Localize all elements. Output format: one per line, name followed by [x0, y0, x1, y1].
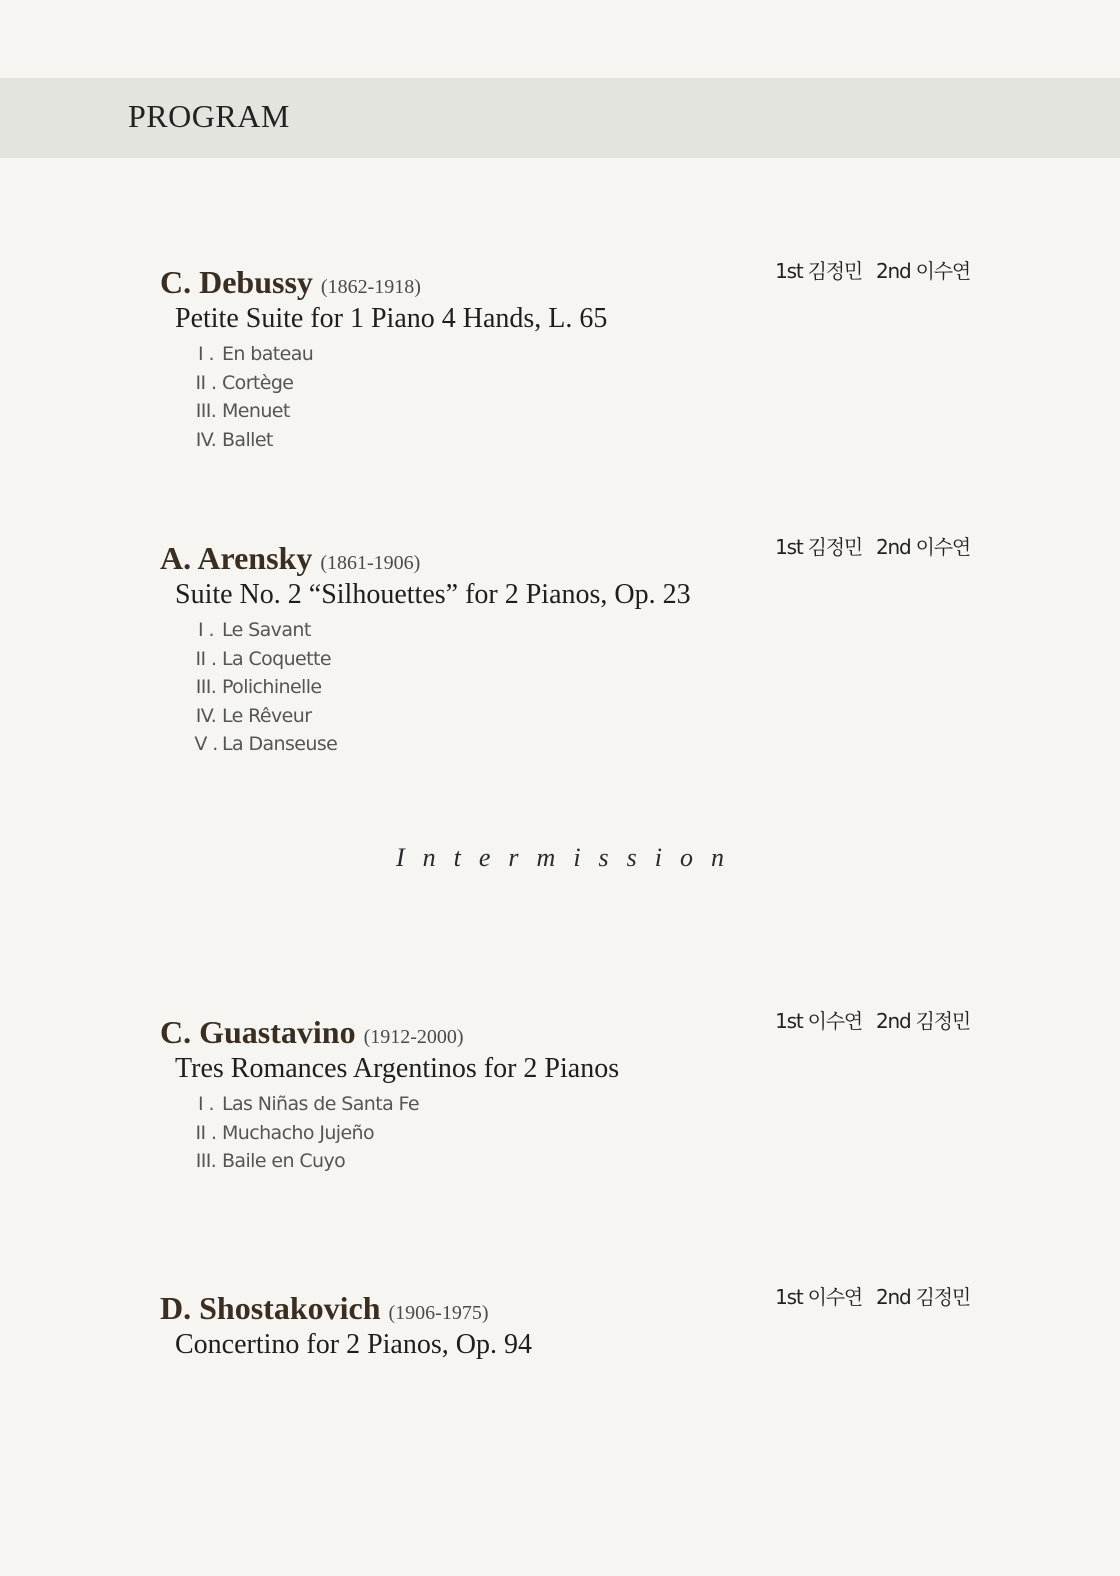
composer-dates: (1862-1918) — [320, 276, 421, 298]
movement-numeral: IV. — [195, 704, 217, 727]
movement-numeral: I . — [198, 343, 214, 365]
movement-title: Le Rêveur — [222, 704, 312, 727]
movement-title: Cortège — [222, 371, 294, 394]
program-item-guastavino — [160, 1009, 980, 1176]
movement-item — [190, 730, 980, 759]
movement-item — [190, 397, 980, 426]
movement-title: Baile en Cuyo — [222, 1150, 346, 1173]
movement-item — [190, 645, 980, 674]
movement-numeral: III. — [195, 676, 217, 699]
movement-numeral: I . — [198, 619, 214, 641]
program-item-arensky — [160, 535, 980, 759]
movement-item — [190, 673, 980, 702]
composer-line — [160, 535, 980, 578]
movement-numeral: III. — [195, 1150, 217, 1173]
movement-item — [190, 340, 980, 369]
movement-item — [190, 702, 980, 731]
work-title: Petite Suite for 1 Piano 4 Hands, L. 65 — [175, 303, 608, 334]
composer-name: D. Shostakovich — [160, 1290, 381, 1326]
composer-line — [160, 1009, 980, 1052]
movement-numeral: I . — [198, 1093, 214, 1115]
movement-item — [190, 426, 980, 455]
performers — [775, 1282, 970, 1312]
movement-title: En bateau — [222, 343, 314, 365]
movement-title: Muchacho Jujeño — [222, 1121, 374, 1144]
composer-name: A. Arensky — [160, 540, 313, 576]
movement-title: Menuet — [222, 400, 290, 423]
work-title: Suite No. 2 “Silhouettes” for 2 Pianos, Op. 23 — [175, 579, 691, 610]
performer-second: 2nd 김정민 — [875, 1285, 970, 1309]
movement-title: Le Savant — [222, 619, 311, 641]
movement-numeral: IV. — [195, 428, 217, 451]
work-title: Tres Romances Argentinos for 2 Pianos — [175, 1053, 620, 1084]
work-title: Concertino for 2 Pianos, Op. 94 — [175, 1329, 532, 1360]
performers — [775, 256, 970, 286]
performer-second: 2nd 김정민 — [875, 1009, 970, 1033]
composer-dates: (1912-2000) — [363, 1026, 464, 1048]
movement-title: La Coquette — [222, 647, 331, 670]
movement-list — [190, 340, 980, 454]
movement-numeral: II . — [195, 647, 217, 670]
movement-item — [190, 616, 980, 645]
movement-title: Ballet — [222, 428, 273, 451]
movement-item — [190, 369, 980, 398]
movement-numeral: II . — [195, 1121, 217, 1144]
composer-line — [160, 1285, 980, 1328]
composer-dates: (1906-1975) — [388, 1302, 489, 1324]
performer-second: 2nd 이수연 — [875, 259, 970, 283]
performer-first: 1st 김정민 — [775, 259, 862, 283]
movement-item — [190, 1119, 980, 1148]
movement-numeral: III. — [195, 400, 217, 423]
program-item-shostakovich — [160, 1285, 980, 1362]
movement-list — [190, 1090, 980, 1176]
performer-first: 1st 김정민 — [775, 535, 862, 559]
performers — [775, 1006, 970, 1036]
movement-numeral: V . — [194, 733, 218, 756]
movement-title: Polichinelle — [222, 676, 322, 699]
performers — [775, 532, 970, 562]
movement-title: Las Niñas de Santa Fe — [222, 1093, 419, 1115]
performer-first: 1st 이수연 — [775, 1009, 862, 1033]
composer-line — [160, 259, 980, 302]
intermission-label: Intermission — [396, 843, 742, 872]
program-item-debussy — [160, 259, 980, 454]
performer-second: 2nd 이수연 — [875, 535, 970, 559]
movement-list — [190, 616, 980, 759]
composer-dates: (1861-1906) — [320, 552, 421, 574]
composer-name: C. Guastavino — [160, 1014, 356, 1050]
page-title: PROGRAM — [128, 98, 290, 134]
movement-numeral: II . — [195, 371, 217, 394]
movement-item — [190, 1090, 980, 1119]
composer-name: C. Debussy — [160, 264, 313, 300]
movement-item — [190, 1147, 980, 1176]
movement-title: La Danseuse — [222, 733, 338, 756]
performer-first: 1st 이수연 — [775, 1285, 862, 1309]
